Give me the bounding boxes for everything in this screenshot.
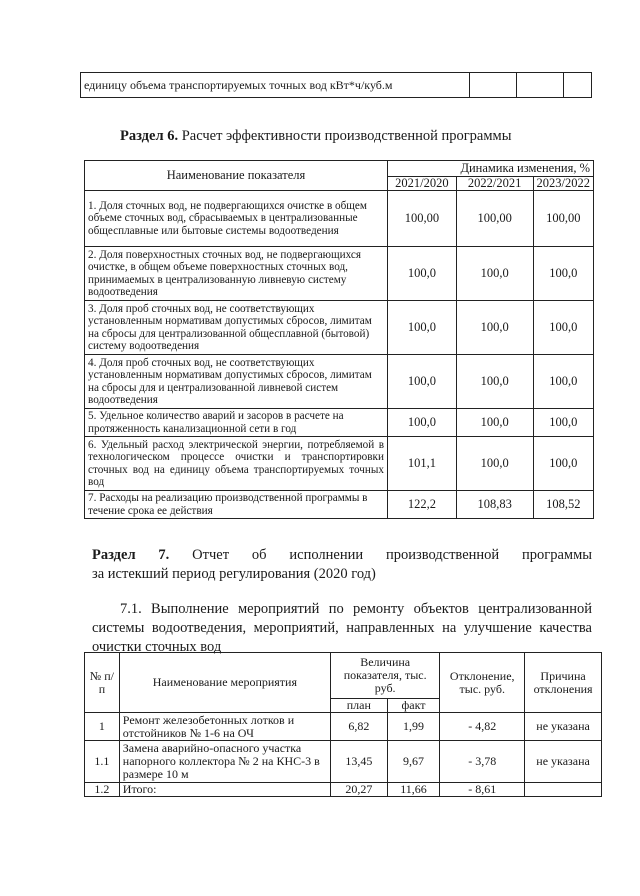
fact-value: 1,99 [387,713,440,741]
deviation-value: - 4,82 [440,713,525,741]
indicator-name: 5. Удельное количество аварий и засоров в расчете на протяженность канализационной сети в год [85,409,388,437]
measure-name: Ремонт железобетонных лотков и отстойников № 1-6 на ОЧ [119,713,330,741]
value-cell: 100,0 [387,301,456,355]
table-cell [564,73,592,98]
value-cell: 100,0 [456,301,533,355]
table-row [85,301,594,355]
value-cell: 100,0 [533,437,593,491]
header-dynamics: Динамика изменения, % [387,161,593,177]
efficiency-table [84,160,594,519]
measures-table [84,652,602,797]
reason-value [525,783,602,797]
plan-value: 6,82 [330,713,387,741]
header-deviation: Отклонение, тыс. руб. [440,653,525,713]
value-cell: 100,0 [533,409,593,437]
table-row [85,191,594,247]
reason-value: не указана [525,713,602,741]
table-header-row [85,653,602,699]
value-cell: 100,0 [456,437,533,491]
row-number: 1.1 [85,741,120,783]
table-header-row [85,161,594,177]
value-cell: 100,00 [387,191,456,247]
value-cell: 108,83 [456,491,533,519]
value-cell: 100,0 [456,355,533,409]
value-cell: 100,0 [387,409,456,437]
value-cell: 100,0 [533,247,593,301]
deviation-value: - 3,78 [440,741,525,783]
header-number: № п/п [85,653,120,713]
fact-value: 9,67 [387,741,440,783]
plan-value: 20,27 [330,783,387,797]
table-row [85,437,594,491]
header-year: 2023/2022 [533,177,593,191]
section-6-title [120,128,511,145]
section-7-title [92,546,592,584]
section-7-title-line-2: за истекший период регулирования (2020 год) [92,566,376,582]
value-cell: 101,1 [387,437,456,491]
row-number: 1 [85,713,120,741]
value-cell: 100,0 [533,355,593,409]
section-7-1-title: 7.1. Выполнение мероприятий по ремонту объектов централизованной системы водоотведения, мероприятий, направленных на улучшение качества очистки сточных вод [92,601,592,655]
header-measure-name: Наименование мероприятия [119,653,330,713]
plan-value: 13,45 [330,741,387,783]
table-row [85,355,594,409]
indicator-name: 2. Доля поверхностных сточных вод, не подвергающихся очистке, в общем объеме поверхностных сточных вод, принимаемых в централизованную ливневую систему водоотведения [85,247,388,301]
value-cell: 100,00 [533,191,593,247]
table-row [85,247,594,301]
indicator-name: 4. Доля проб сточных вод, не соответствующих установленным нормативам допустимых сбросов, лимитам на сбросы для и централизованной ливневой систем водоотведения [85,355,388,409]
header-reason: Причина отклонения [525,653,602,713]
table-row [85,491,594,519]
deviation-value: - 8,61 [440,783,525,797]
value-cell: 100,0 [387,355,456,409]
section-6-title-bold: Раздел 6. [120,128,179,144]
table-cell [470,73,517,98]
measure-name: Итого: [119,783,330,797]
indicator-name: 7. Расходы на реализацию производственной программы в течение срока ее действия [85,491,388,519]
table-row [85,409,594,437]
header-year: 2022/2021 [456,177,533,191]
section-7-title-bold: Раздел 7. [92,547,170,563]
fact-value: 11,66 [387,783,440,797]
table-row [85,783,602,797]
header-plan: план [330,699,387,713]
value-cell: 100,0 [456,409,533,437]
previous-table-fragment [80,72,592,98]
value-cell: 100,0 [533,301,593,355]
header-year: 2021/2020 [387,177,456,191]
reason-value: не указана [525,741,602,783]
header-fact: факт [387,699,440,713]
table-cell [517,73,564,98]
section-7-title-text: Отчет об исполнении производственной программы [169,547,592,563]
value-cell: 100,0 [387,247,456,301]
value-cell: 100,0 [456,247,533,301]
section-6-title-text: Расчет эффективности производственной программы [178,128,512,144]
indicator-name: 3. Доля проб сточных вод, не соответствующих установленным нормативам допустимых сбросов, лимитам на сбросы для централизованной общесплавной (бытовой) систему водоотведения [85,301,388,355]
value-cell: 108,52 [533,491,593,519]
measure-name: Замена аварийно-опасного участка напорного коллектора № 2 на КНС-3 в размере 10 м [119,741,330,783]
table-row [85,741,602,783]
indicator-name: 6. Удельный расход электрической энергии, потребляемой в технологическом процессе очистки и транспортировки сточных вод на единицу объема транспортируемых точных вод [85,437,388,491]
indicator-name: 1. Доля сточных вод, не подвергающихся очистке в общем объеме сточных вод, сбрасываемых в централизованные общесплавные или бытовые системы водоотведения [85,191,388,247]
value-cell: 122,2 [387,491,456,519]
table-row [85,713,602,741]
section-7-title-line-1 [92,546,592,565]
row-number: 1.2 [85,783,120,797]
header-indicator-name: Наименование показателя [85,161,388,191]
table-row [81,73,592,98]
table-cell: единицу объема транспортируемых точных вод кВт*ч/куб.м [81,73,470,98]
value-cell: 100,00 [456,191,533,247]
header-value: Величина показателя, тыс. руб. [330,653,439,699]
